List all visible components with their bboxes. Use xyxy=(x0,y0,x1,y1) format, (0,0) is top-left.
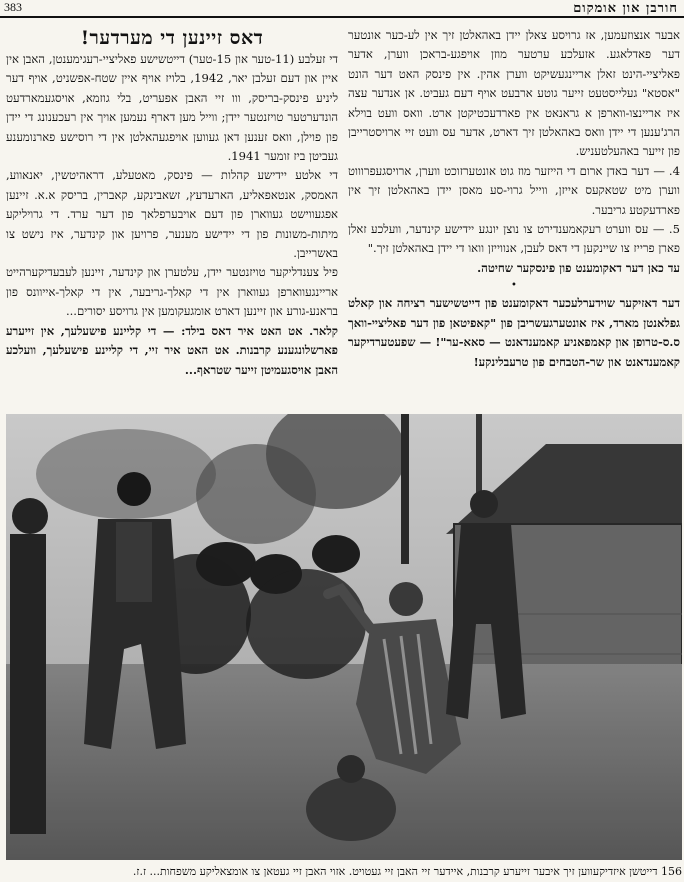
page-header xyxy=(0,0,684,18)
right-column xyxy=(348,26,680,372)
left-column xyxy=(6,26,338,380)
archival-photograph xyxy=(6,414,682,860)
running-title: חורבן און אומקום xyxy=(573,1,678,16)
paragraph: די זעלבע (11-טער און 15-טער) דייטשישע פאליציי-רעגימענטן, האבן אין איין און דעם זעלבן יאר, 1942, בלויז אויף איין שטח-אפשניט, אויף דער ליניע פינסק-בריסק, ווו זיי האבן אפעריט, בלי גוזמא, אויסגעמארדעט הונדערטער טויזנטער יידן; ווייל מען דארף נעמען אויך אין רעכענונג די יידן פון פוילן, וואס זענען דאן געווען אויפגעהאלטן אין די רוסישע פארנומענע געביטן ביז זומער 1941. xyxy=(6,52,338,164)
photo-illustration xyxy=(6,414,682,860)
photo-caption xyxy=(6,864,682,880)
paragraph: 5. — עס ווערט רעקאמענדירט צו נוצן יונגע יידישע קינדער, וועלכע זאלן פארן פרייז צו שיינקען די דאס לעבן, אנווייזן וואו די יידן באהאלטן זיך." xyxy=(348,222,680,256)
caption-text: דייטשן איזדיקעווען זיך איבער זייערע קרבנות, איידער זיי האבן זיי געטויט. אזוי האבן זיי געטאן צו אומצאליקע משפחות... ז.ז. xyxy=(132,865,658,878)
paragraph: קלאר. אט האט איר דאס בילד: — די קליינע פישעלעך, אין זייערע פארשלונגענע קרבנות. אט האט איר זיי, די קליינע פישעלעך, וועלכע האבן אויסגעמיטן זייער שטראף... xyxy=(6,323,338,377)
page-number: 383 xyxy=(4,0,22,14)
paragraph: די אלטע יידישע קהלות — פינסק, מאטעלע, דראהיטשין, יאנאווע, האמסק, אנטאפאליע, הארעדעץ, זשאבינקע, קאברין, בריסק א.א. זיינען אפגעווישט געווארן פון דעם אויבערפלאך פון דער ערד. די גרויליקע מיתות-משונות פון די יידישע מענער, פרויען און קינדער, איז נישט צו באשרייבן. xyxy=(6,168,338,261)
paragraph: 4. — דער באדן ארום די הייזער מוז גוט אונטערזוכט ווערן, ארויסגעפרוווט ווערן מיט שטאקעס אייזן, ווייל גרוי-סע מאסן יידן באהאלטן זיך אין פארדעקטע גריבער. xyxy=(348,163,680,217)
paragraph: אבער אנצוזעמען, אז גרויסע צאלן יידן באהאלטן זיך אין לע-כער אונטער דער פאדלאגע. אזעלכע ערטער מוזן אויפגע-בראכן ווערן, אדער פאליציי-הינט זאלן אריינגעשיקט ווערן אהין. אין פינסק האט דער הונט "אסטא" געלייסטעט זייער גוטע ארבעט אויף דעם געביט. אן אנדער עצה איז אריינצו-ווארפן א גראנאט אין פארדעכטיקטן ארט. וואס וועט בוילא הרג'ענען די יידן וואס באהאלטן זיך דארט, אדער עס וועט זיי ארויסטרייבן פון זייער באהעלטעניש. xyxy=(348,28,680,159)
article-title: דאס זיינען די מערדער! xyxy=(80,27,264,49)
caption-number: 156 xyxy=(661,865,682,878)
paragraph: פיל צענדליקער טויזנטער יידן, עלטערן און קינדער, זיינען לעבעדיקערהייט אריינגעווארפן געווארן אין די קאלך-גריבער, אין די קאלך-אייוונס פון בראנע-גורע און זיינען דארט אומגעקומען אין גרויסע יסורים... xyxy=(6,265,338,319)
closing-paragraph: דער דאזיקער שוידערלעכער דאקומענט פון דייטשישער רציחה און קאלט גפלאנטן מארד, איז אונטערגעשריבן פון "קאפיטאן פון דער פאליציי-וואך ס.ס-טרופן און קאמפאניע קאמענדאנט — סאא-ער"! — שפעטערדיקער קאמענדאנט און שר-הטבחים פון טרעבלינקע! xyxy=(348,296,680,369)
separator-bullet: • xyxy=(511,280,517,292)
photo-tint xyxy=(6,414,682,860)
end-of-document-line: עד כאן דער דאקומענט פון פינסקער שחיטה. xyxy=(477,260,680,275)
